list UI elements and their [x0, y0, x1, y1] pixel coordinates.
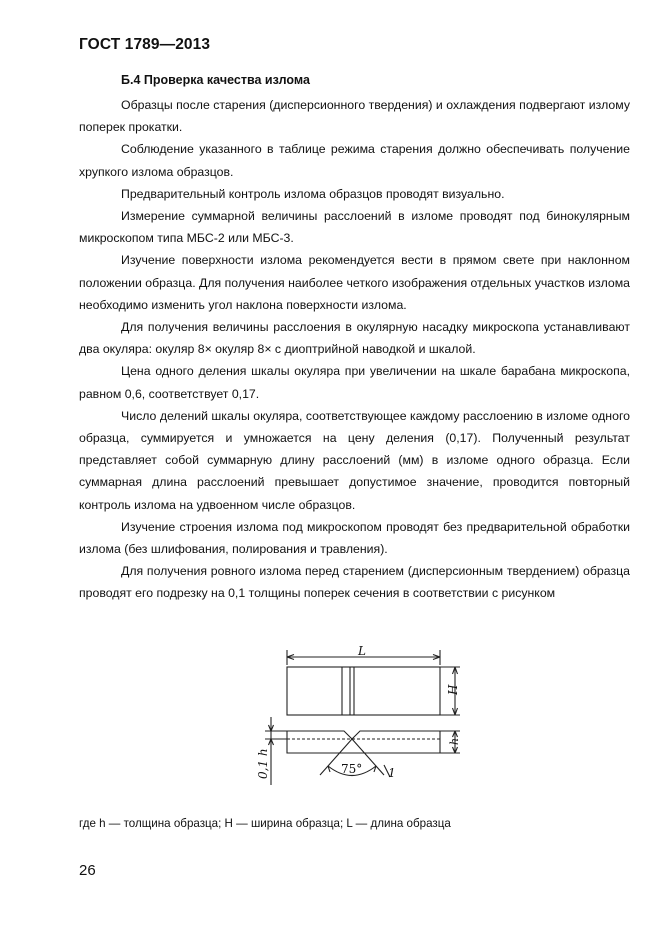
- paragraph: Образцы после старения (дисперсионного твердения) и охлаждения подвергают излому поперек прокатки.: [79, 98, 630, 135]
- specimen-notch-figure: [250, 645, 465, 790]
- figure-caption: где h — толщина образца; H — ширина образца; L — длина образца: [79, 817, 451, 830]
- document-code: ГОСТ 1789—2013: [79, 36, 211, 53]
- body-text: [79, 94, 630, 605]
- width-label: H: [446, 684, 460, 695]
- paragraph: Число делений шкалы окуляра, соответствующее каждому расслоению в изломе одного образца, суммируется и умножается на цену деления (0,17). Полученный результат представляет собой суммарную длину расслоений (мм) в изломе одного образца. Если суммарная длина расслоений превышает допустимое значение, проводится повторный контроль излома на удвоенном числе образцов.: [79, 408, 630, 512]
- angle-label: 75°: [341, 762, 363, 776]
- paragraph: Изучение строения излома под микроскопом проводят без предварительной обработки излома (без шлифования, полирования и травления).: [79, 519, 630, 557]
- paragraph: Предварительный контроль излома образцов проводят визуально.: [121, 186, 505, 201]
- paragraph: Соблюдение указанного в таблице режима старения должно обеспечивать получение хрупкого излома образцов.: [79, 142, 630, 179]
- thickness-label: h: [448, 737, 461, 745]
- specimen-top-view: [287, 667, 440, 715]
- length-label: L: [358, 645, 366, 658]
- notch-depth-label: 0,1 h: [256, 748, 270, 779]
- paragraph: Изучение поверхности излома рекомендуется вести в прямом свете при наклонном положении образца. Для получения наиболее четкого изображения отдельных участков излома необходимо изменить угол наклона поверхности излома.: [79, 253, 631, 312]
- cut-label: 1: [388, 766, 396, 780]
- paragraph: Для получения ровного излома перед старением (дисперсионным твердением) образца проводят его подрезку на 0,1 толщины поперек сечения в соответствии с рисунком: [79, 564, 630, 601]
- section-title: Б.4 Проверка качества излома: [121, 73, 310, 87]
- paragraph: Для получения величины расслоения в окулярную насадку микроскопа устанавливают два окуляра: окуляр 8× окуляр 8× с диоптрийной наводкой и шкалой.: [79, 320, 630, 357]
- paragraph: Измерение суммарной величины расслоений в изломе проводят под бинокулярным микроскопом типа МБС-2 или МБС-3.: [79, 209, 630, 246]
- specimen-side-view: [287, 731, 440, 753]
- page-number: 26: [79, 862, 96, 879]
- paragraph: Цена одного деления шкалы окуляра при увеличении на шкале барабана микроскопа, равном 0,6, соответствует 0,17.: [79, 364, 630, 401]
